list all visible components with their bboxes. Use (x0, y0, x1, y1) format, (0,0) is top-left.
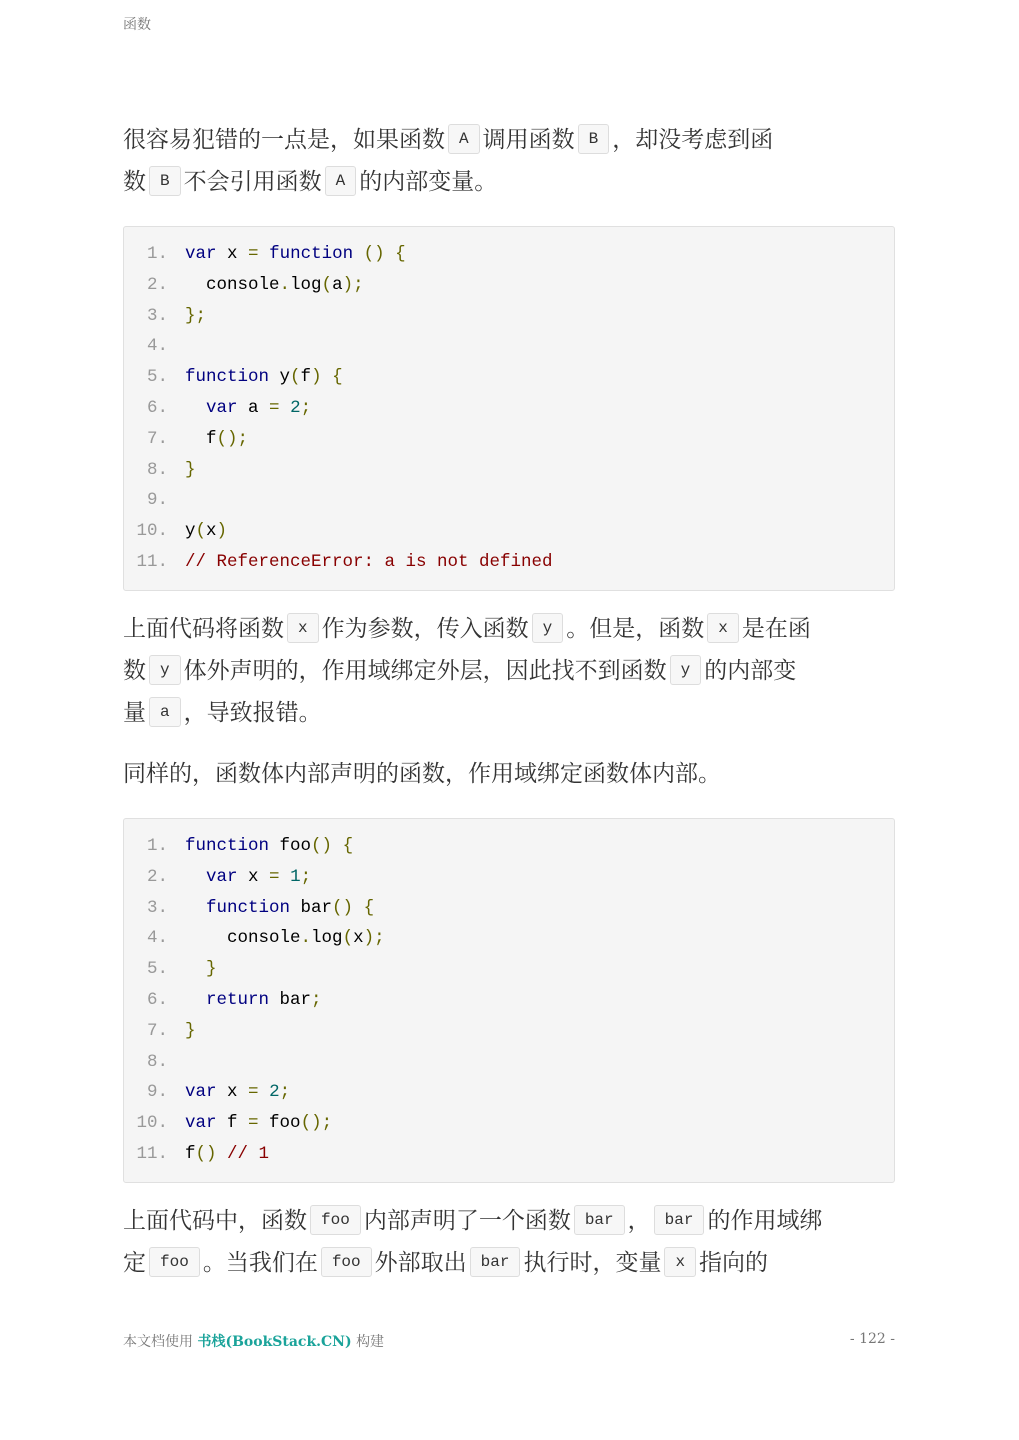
code-token: x (206, 521, 217, 542)
line-number: 10. (136, 1113, 168, 1134)
code-text (185, 547, 553, 578)
code-token: 2 (269, 1082, 280, 1103)
code-token: (); (216, 428, 249, 449)
code-token (332, 836, 343, 856)
inline-code: B (149, 166, 181, 196)
code-line (124, 1077, 894, 1108)
code-token: bar (290, 897, 333, 918)
code-token: 1 (290, 866, 301, 887)
code-token: ; (300, 866, 312, 887)
code-text (185, 301, 206, 332)
paragraph-text: 量 (123, 700, 146, 726)
paragraph-explanation (123, 608, 898, 734)
paragraph-line (123, 161, 898, 203)
line-number: 11. (136, 551, 168, 572)
paragraph-text: 定 (123, 1250, 146, 1276)
code-token: = (248, 1113, 259, 1134)
code-token (185, 867, 206, 887)
code-token (185, 898, 206, 918)
code-line (124, 1047, 894, 1078)
code-token: () (195, 1143, 217, 1164)
line-number: 7. (146, 1020, 168, 1041)
code-token: a (237, 397, 270, 418)
code-token: x (216, 244, 249, 264)
code-text (185, 1139, 269, 1170)
code-text (185, 1077, 290, 1108)
paragraph-text: 同样的，函数体内部声明的函数，作用域绑定函数体内部。 (123, 761, 721, 787)
paragraph-closure-explanation (123, 1200, 898, 1284)
line-number: 1. (146, 836, 168, 856)
code-token: } (185, 1020, 196, 1041)
code-token (185, 398, 206, 418)
code-token: y (185, 521, 196, 542)
paragraph-line (123, 692, 898, 734)
inline-code: foo (310, 1205, 361, 1235)
code-token: f (216, 1113, 249, 1134)
inline-code: bar (574, 1205, 625, 1235)
code-token: log (311, 928, 343, 949)
code-token: ; (279, 1082, 291, 1103)
code-block-closure (123, 818, 895, 1183)
code-line (124, 893, 894, 924)
code-token (259, 244, 270, 264)
paragraph-text: 数 (123, 169, 146, 195)
code-token: 2 (290, 397, 301, 418)
code-line (124, 1016, 894, 1047)
code-token: function (206, 897, 291, 918)
page-number: - 122 - (849, 1331, 895, 1347)
code-token: function (185, 367, 270, 388)
code-text (185, 1016, 196, 1047)
footer-brand-link[interactable]: 书栈(BookStack.CN) (197, 1334, 352, 1350)
code-token: () (363, 244, 385, 264)
code-text (185, 270, 364, 301)
code-token: var (206, 866, 238, 887)
inline-code: B (578, 124, 610, 154)
code-line (124, 862, 894, 893)
inline-code: x (664, 1247, 696, 1277)
paragraph-text: 的内部变 (704, 658, 797, 684)
code-token: ( (342, 928, 354, 949)
paragraph-text: 上面代码中，函数 (123, 1208, 307, 1234)
code-text (185, 985, 322, 1016)
code-token: ); (342, 274, 364, 295)
line-number: 4. (146, 928, 168, 949)
paragraph-text: 是在函 (741, 616, 811, 642)
footer-prefix: 本文档使用 (123, 1334, 193, 1350)
paragraph-line (123, 608, 898, 650)
line-number: 8. (146, 1051, 168, 1072)
line-number: 6. (146, 397, 168, 418)
paragraph-text: 。当我们在 (202, 1250, 318, 1276)
code-line (124, 516, 894, 547)
page-footer (123, 1331, 895, 1351)
code-token: } (185, 459, 196, 480)
code-text (185, 862, 311, 893)
code-token (322, 367, 333, 387)
paragraph-text: ， (627, 1208, 651, 1234)
code-token: ; (311, 989, 322, 1010)
paragraph-text: 体外声明的，作用域绑定外层，因此找不到函数 (183, 658, 667, 684)
code-line (124, 239, 894, 270)
code-token: { (332, 367, 343, 388)
code-token (280, 867, 291, 887)
inline-code: A (448, 124, 480, 154)
inline-code: x (707, 613, 739, 643)
code-text (185, 455, 196, 486)
paragraph-text: 调用函数 (482, 127, 575, 153)
code-token: { (342, 836, 354, 856)
code-token: . (300, 928, 312, 949)
paragraph-inner-scope (123, 753, 898, 795)
code-line (124, 424, 894, 455)
code-token: () (311, 836, 333, 856)
line-number: 1. (146, 244, 168, 264)
code-token: return (206, 989, 270, 1010)
code-token: x (216, 1082, 249, 1103)
code-text (185, 1108, 332, 1139)
code-line (124, 455, 894, 486)
paragraph-line (123, 650, 898, 692)
code-token: console (185, 928, 301, 949)
paragraph-text: 不会引用函数 (183, 169, 322, 195)
line-number: 9. (146, 1082, 168, 1103)
code-text (185, 954, 217, 985)
code-token: = (248, 1082, 259, 1103)
code-line (124, 985, 894, 1016)
inline-code: bar (470, 1247, 521, 1277)
code-token: function (269, 244, 354, 264)
paragraph-text: 很容易犯错的一点是，如果函数 (123, 127, 445, 153)
code-token (185, 959, 206, 979)
code-token: ( (321, 274, 333, 295)
code-token: ); (363, 928, 385, 949)
code-token: var (185, 244, 217, 264)
code-line (124, 393, 894, 424)
footer-suffix: 构建 (356, 1334, 385, 1350)
code-text (185, 424, 248, 455)
paragraph-text: 指向的 (699, 1250, 769, 1276)
line-number: 3. (146, 305, 168, 326)
code-text (185, 362, 343, 393)
inline-code: foo (321, 1247, 372, 1277)
page-header-title: 函数 (123, 17, 151, 33)
code-token: f (185, 1143, 196, 1164)
paragraph-text: 作为参数，传入函数 (321, 616, 529, 642)
paragraph-text: 的内部变量。 (359, 169, 498, 195)
code-token (217, 1144, 228, 1164)
line-number: 11. (136, 1143, 168, 1164)
paragraph-text: 执行时，变量 (523, 1250, 662, 1276)
code-token: // ReferenceError: a is not defined (185, 551, 553, 572)
line-number: 5. (146, 959, 168, 980)
code-token (353, 898, 364, 918)
code-text (185, 516, 227, 547)
code-token: { (363, 897, 375, 918)
paragraph-line (123, 119, 898, 161)
code-text (185, 393, 311, 424)
code-token: console (185, 274, 280, 295)
line-number: 2. (146, 866, 168, 887)
line-number: 6. (146, 989, 168, 1010)
code-line (124, 485, 894, 516)
code-token: var (185, 1082, 217, 1103)
code-token: y (269, 367, 291, 388)
code-token: }; (185, 305, 207, 326)
inline-code: a (149, 697, 181, 727)
code-line (124, 1108, 894, 1139)
paragraph-line (123, 1200, 898, 1242)
code-token (185, 990, 206, 1010)
code-line (124, 923, 894, 954)
inline-code: x (287, 613, 319, 643)
line-number: 7. (146, 428, 168, 449)
code-token: { (395, 244, 406, 264)
code-token: // 1 (227, 1143, 270, 1164)
paragraph-line (123, 753, 898, 795)
code-text (185, 239, 406, 270)
code-token: = (269, 397, 280, 418)
line-number: 10. (136, 521, 168, 542)
code-token: foo (269, 836, 312, 856)
code-token: log (290, 274, 322, 295)
code-token: ) (311, 367, 322, 388)
code-token: function (185, 836, 270, 856)
code-line (124, 270, 894, 301)
paragraph-text: 数 (123, 658, 146, 684)
code-token: ( (290, 367, 301, 388)
code-token: f (300, 367, 312, 388)
code-token: a (332, 274, 343, 295)
inline-code: foo (149, 1247, 200, 1277)
line-number: 5. (146, 367, 168, 388)
paragraph-text: 内部声明了一个函数 (363, 1208, 571, 1234)
code-token: bar (269, 989, 312, 1010)
code-line (124, 362, 894, 393)
code-token: } (206, 959, 217, 980)
code-token (280, 398, 291, 418)
code-token: x (353, 928, 364, 949)
paragraph-text: 的作用域绑 (707, 1208, 823, 1234)
code-line (124, 331, 894, 362)
line-number: 3. (146, 897, 168, 918)
code-line (124, 301, 894, 332)
line-number: 9. (146, 490, 168, 511)
code-token: var (185, 1113, 217, 1134)
code-line (124, 954, 894, 985)
code-token (259, 1082, 270, 1102)
code-token: var (206, 397, 238, 418)
code-text (185, 831, 353, 862)
code-token: = (269, 866, 280, 887)
code-token: (); (300, 1113, 333, 1134)
code-line (124, 831, 894, 862)
code-token: ( (195, 521, 207, 542)
code-token: f (185, 428, 217, 449)
code-token (385, 244, 396, 264)
inline-code: A (325, 166, 357, 196)
code-token: ) (216, 521, 228, 542)
code-block-reference-error (123, 226, 895, 591)
paragraph-text: 上面代码将函数 (123, 616, 284, 642)
inline-code: y (532, 613, 564, 643)
code-line (124, 547, 894, 578)
code-token: foo (258, 1113, 301, 1134)
code-text (185, 923, 385, 954)
line-number: 2. (146, 274, 168, 295)
inline-code: y (670, 655, 702, 685)
line-number: 4. (146, 336, 168, 357)
code-token: = (248, 244, 259, 264)
paragraph-intro (123, 119, 898, 203)
paragraph-text: ，却没考虑到函 (612, 127, 774, 153)
paragraph-text: 外部取出 (374, 1250, 467, 1276)
paragraph-line (123, 1242, 898, 1284)
code-token (353, 244, 364, 264)
paragraph-text: ，导致报错。 (183, 700, 322, 726)
code-text (185, 893, 374, 924)
paragraph-text: 。但是，函数 (566, 616, 705, 642)
line-number: 8. (146, 459, 168, 480)
code-token: . (279, 274, 291, 295)
code-token: () (332, 897, 354, 918)
inline-code: bar (654, 1205, 705, 1235)
code-line (124, 1139, 894, 1170)
inline-code: y (149, 655, 181, 685)
code-token: x (237, 866, 270, 887)
code-token: ; (300, 397, 312, 418)
